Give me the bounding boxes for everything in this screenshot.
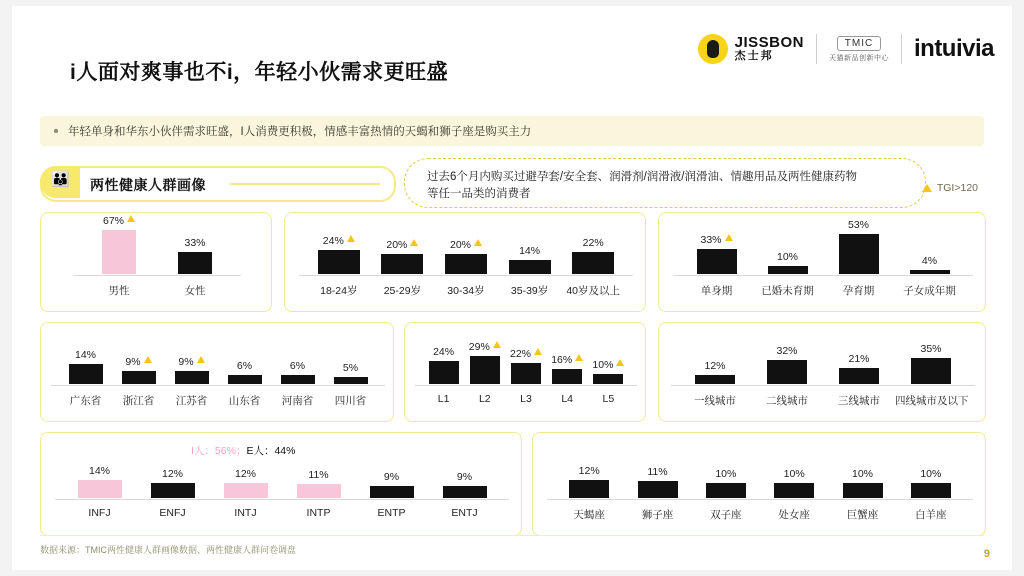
bar-group — [839, 353, 879, 384]
triangle-icon — [534, 348, 542, 355]
page-number: 9 — [983, 548, 990, 560]
bar-category-label: 江苏省 — [175, 395, 208, 407]
bar-value-label: 67% — [103, 215, 135, 227]
triangle-icon — [725, 234, 733, 241]
bar-group — [429, 346, 459, 384]
bar — [297, 484, 341, 498]
bar — [470, 356, 500, 384]
bar — [509, 260, 551, 274]
bar-category-label: L5 — [602, 393, 615, 405]
bar-group — [175, 356, 209, 384]
bar-value-label: 9% — [125, 356, 151, 368]
triangle-icon — [616, 359, 624, 366]
bar-value-label: 11% — [308, 469, 329, 481]
bar-value-label: 35% — [920, 343, 942, 355]
bar — [768, 266, 808, 274]
bar-value-label: 10% — [851, 468, 873, 480]
bar-group — [224, 468, 268, 498]
bar-category-label: 河南省 — [281, 395, 314, 407]
bar-value-label: 16% — [551, 354, 583, 366]
logo-divider-2 — [901, 34, 902, 64]
bar-category-label: 单身期 — [700, 285, 733, 297]
chart-baseline — [415, 385, 637, 386]
bar-value-label: 10% — [592, 359, 624, 371]
bar-value-label: 4% — [921, 255, 938, 267]
bar — [281, 375, 315, 384]
bar-category-label: 40岁及以上 — [566, 285, 621, 297]
bar-group — [470, 341, 500, 384]
bar-value-label: 9% — [178, 356, 204, 368]
bar-category-label: L4 — [561, 393, 574, 405]
bar-group — [695, 360, 735, 384]
bar-group — [151, 468, 195, 498]
tmic-logo — [829, 36, 889, 63]
source-note: 数据来源：TMIC两性健康人群画像数据、两性健康人群问卷调盘 — [40, 545, 296, 555]
bar-group — [774, 468, 814, 498]
bar-category-label: 狮子座 — [641, 509, 674, 521]
triangle-icon — [575, 354, 583, 361]
bar-group — [381, 239, 423, 274]
bar-value-label: 12% — [704, 360, 726, 372]
bar-value-label: 10% — [776, 251, 798, 263]
bar-category-label: 女性 — [184, 285, 206, 297]
bar — [839, 368, 879, 384]
bar — [638, 481, 678, 498]
bar-group — [122, 356, 156, 384]
chart-card-zodiac — [532, 432, 986, 536]
bar-group — [69, 349, 103, 384]
bar-category-label: 广东省 — [69, 395, 102, 407]
bar-group — [178, 237, 212, 274]
bullet-icon — [54, 129, 58, 133]
bar-value-label: 10% — [783, 468, 805, 480]
people-icon: 👪 — [51, 171, 70, 188]
triangle-icon — [347, 235, 355, 242]
chart-baseline — [51, 385, 385, 386]
section-badge — [40, 166, 80, 198]
bar-value-label: 20% — [450, 239, 482, 251]
bar-category-label: L2 — [478, 393, 491, 405]
bar — [767, 360, 807, 384]
bar-group — [281, 360, 315, 384]
bar — [706, 483, 746, 498]
chart-card-lifestage — [658, 212, 986, 312]
chart-card-city-tier — [658, 322, 986, 422]
bar — [569, 480, 609, 498]
bar — [122, 371, 156, 384]
bar — [445, 254, 487, 274]
bar-category-label: 双子座 — [710, 509, 742, 521]
bar — [843, 483, 883, 498]
bar-category-label: INTP — [306, 507, 331, 519]
bar — [102, 230, 136, 274]
jissbon-logo — [698, 34, 804, 64]
bar — [839, 234, 879, 274]
bar-category-label: 二线城市 — [766, 395, 808, 407]
bar — [593, 374, 623, 384]
bar-value-label: 53% — [847, 219, 869, 231]
bar-value-label: 20% — [386, 239, 418, 251]
bar-group — [445, 239, 487, 274]
bar-group — [572, 237, 614, 274]
bar-value-label: 32% — [776, 345, 798, 357]
chart-card-gender — [40, 212, 272, 312]
bar-value-label: 24% — [323, 235, 355, 247]
bar-group — [911, 343, 951, 384]
bar-value-label: 22% — [582, 237, 604, 249]
bar-group — [334, 362, 368, 384]
bar-category-label: 浙江省 — [122, 395, 155, 407]
bar — [443, 486, 487, 498]
logo-group — [698, 34, 994, 64]
bar-value-label: 5% — [342, 362, 359, 374]
bar — [228, 375, 262, 384]
bar-category-label: INFJ — [88, 507, 111, 519]
bar-group — [843, 468, 883, 498]
bar-value-label: 11% — [647, 466, 668, 478]
bar-value-label: 21% — [848, 353, 870, 365]
chart-card-mbti — [40, 432, 522, 536]
definition-note-line1: 过去6个月内购买过避孕套/安全套、润滑剂/润滑液/润滑油、情趣用品及两性健康药物 — [427, 171, 857, 183]
bar — [552, 369, 582, 384]
bar-category-label: ENFJ — [159, 507, 186, 519]
bar-category-label: 孕育期 — [842, 285, 875, 297]
bar-category-label: 35-39岁 — [510, 285, 549, 297]
bar — [697, 249, 737, 274]
bar-value-label: 12% — [234, 468, 256, 480]
bar-category-label: 子女成年期 — [903, 285, 956, 297]
bar-value-label: 10% — [920, 468, 942, 480]
bar-group — [318, 235, 360, 274]
definition-note-line2: 等任一品类的消费者 — [427, 188, 531, 200]
bar-group — [569, 465, 609, 498]
bar-category-label: 巨蟹座 — [846, 509, 879, 521]
bar — [511, 363, 541, 384]
chart-card-consumption-level — [404, 322, 646, 422]
bar-value-label: 33% — [700, 234, 732, 246]
mbti-ratio-note — [191, 443, 295, 458]
chart-card-province — [40, 322, 394, 422]
bar — [224, 483, 268, 498]
section-title-rule — [230, 183, 380, 185]
bar-category-label: 白羊座 — [915, 509, 947, 521]
bar-group — [297, 469, 341, 498]
bar-category-label: 处女座 — [778, 509, 810, 521]
bar-group — [370, 471, 414, 498]
jissbon-mark-icon — [698, 34, 728, 64]
chart-baseline — [73, 275, 241, 276]
jissbon-brand-en: JISSBON — [734, 34, 804, 52]
mbti-e-ratio: E人：44% — [246, 445, 296, 457]
bar — [318, 250, 360, 274]
bar-category-label: 四线城市及以下 — [895, 395, 969, 407]
bar — [78, 480, 122, 498]
bar-category-label: ENTP — [377, 507, 406, 519]
subtitle-bar — [40, 116, 984, 146]
bar-value-label: 10% — [715, 468, 737, 480]
triangle-icon — [127, 215, 135, 222]
bar-value-label: 24% — [433, 346, 455, 358]
bar-category-label: INTJ — [234, 507, 257, 519]
bar-category-label: 天蝎座 — [573, 509, 605, 521]
bar-group — [509, 245, 551, 274]
triangle-icon — [410, 239, 418, 246]
bar-category-label: 四川省 — [334, 395, 367, 407]
bar-group — [911, 468, 951, 498]
definition-note — [404, 158, 926, 208]
bar-group — [638, 466, 678, 498]
section-title-pill — [40, 166, 396, 202]
bar-group — [910, 255, 950, 274]
slide-header — [12, 6, 1012, 96]
bar-category-label: L3 — [520, 393, 532, 405]
bar-value-label: 14% — [74, 349, 96, 361]
bar-group — [839, 219, 879, 274]
bar-group — [767, 345, 807, 384]
bar-value-label: 14% — [88, 465, 110, 477]
subtitle-text: 年轻单身和华东小伙伴需求旺盛，I人消费更积极，情感丰富热情的天蝎和狮子座是购买主力 — [68, 126, 532, 138]
chart-baseline — [55, 499, 509, 500]
bar — [151, 483, 195, 498]
bar — [911, 358, 951, 384]
bar-value-label: 33% — [184, 237, 206, 249]
bar-category-label: 25-29岁 — [383, 285, 422, 297]
bar-value-label: 12% — [578, 465, 600, 477]
triangle-icon — [493, 341, 501, 348]
bar-group — [768, 251, 808, 274]
bar-category-label: 三线城市 — [838, 395, 880, 407]
bar-value-label: 22% — [510, 348, 542, 360]
chart-baseline — [299, 275, 633, 276]
bar-group — [78, 465, 122, 498]
footer-rule — [40, 535, 984, 536]
bar-value-label: 6% — [236, 360, 253, 372]
bar-category-label: 一线城市 — [694, 395, 736, 407]
mbti-i-ratio: I人：56%； — [191, 445, 247, 457]
bar-value-label: 14% — [519, 245, 541, 257]
bar — [178, 252, 212, 274]
intuivia-logo: intuivia — [913, 35, 994, 62]
bar-value-label: 6% — [289, 360, 306, 372]
bar-group — [706, 468, 746, 498]
bar-group — [228, 360, 262, 384]
bar — [69, 364, 103, 384]
bar-category-label: ENTJ — [451, 507, 478, 519]
bar — [370, 486, 414, 498]
triangle-icon — [474, 239, 482, 246]
logo-divider — [816, 34, 817, 64]
triangle-icon — [197, 356, 205, 363]
bar-category-label: 男性 — [108, 285, 130, 297]
bar-category-label: 山东省 — [228, 395, 261, 407]
slide — [12, 6, 1012, 570]
bar-group — [102, 215, 136, 274]
chart-baseline — [673, 275, 973, 276]
bar — [175, 371, 209, 384]
bar-category-label: 30-34岁 — [447, 285, 485, 297]
chart-baseline — [547, 499, 973, 500]
bar — [334, 377, 368, 384]
bar-value-label: 12% — [161, 468, 183, 480]
chart-baseline — [671, 385, 975, 386]
bar — [572, 252, 614, 274]
bar-group — [697, 234, 737, 274]
page-title: i人面对爽事也不i，年轻小伙需求更旺盛 — [70, 61, 449, 84]
tmic-badge: TMIC — [837, 36, 881, 51]
bar-category-label: 已婚未育期 — [761, 285, 814, 297]
bar — [774, 483, 814, 498]
tmic-subtitle: 天猫新品创新中心 — [828, 54, 889, 62]
bar-value-label: 29% — [469, 341, 501, 353]
bar-value-label: 9% — [383, 471, 400, 483]
bar — [910, 270, 950, 274]
bar-group — [593, 359, 623, 384]
bar-value-label: 9% — [456, 471, 473, 483]
bar-group — [511, 348, 541, 384]
tgi-legend-label: TGI>120 — [936, 182, 978, 194]
bar — [911, 483, 951, 498]
jissbon-brand-cn: 杰士邦 — [734, 50, 774, 63]
bar-category-label: 18-24岁 — [320, 285, 358, 297]
triangle-icon — [144, 356, 152, 363]
bar-category-label: L1 — [437, 393, 450, 405]
bar-group — [552, 354, 582, 384]
bar — [429, 361, 459, 384]
triangle-icon — [922, 184, 932, 192]
section-title-label: 两性健康人群画像 — [90, 177, 206, 193]
bar-group — [443, 471, 487, 498]
chart-card-age — [284, 212, 646, 312]
bar — [695, 375, 735, 384]
tgi-legend — [922, 182, 978, 194]
bar — [381, 254, 423, 274]
